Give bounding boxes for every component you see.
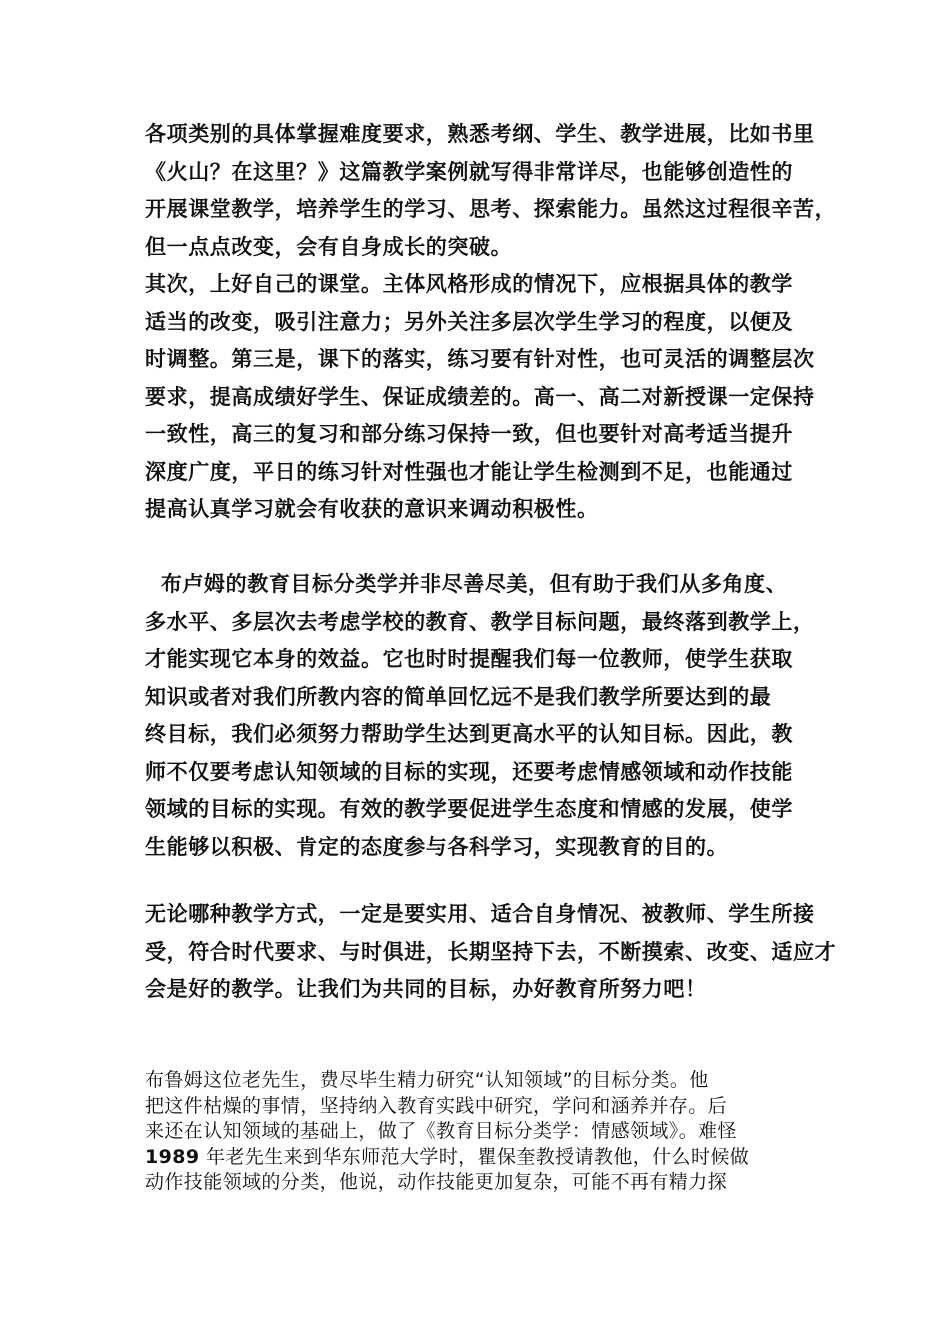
paragraph-4 xyxy=(145,896,837,1009)
paragraph-3 xyxy=(145,566,815,866)
text-line: 受，符合时代要求、与时俱进，长期坚持下去，不断摸索、改变、适应才 xyxy=(145,939,837,964)
text-line: 动作技能领域的分类，他说，动作技能更加复杂，可能不再有精力探 xyxy=(145,1171,728,1193)
text-line: 布鲁姆这位老先生，费尽毕生精力研究“认知领域”的目标分类。他 xyxy=(145,1069,709,1091)
text-line: 《火山？在这里？》这篇教学案例就写得非常详尽，也能够创造性的 xyxy=(145,159,793,184)
text-line: 多水平、多层次去考虑学校的教育、教学目标问题，最终落到教学上， xyxy=(145,609,815,634)
closing-paragraph xyxy=(145,1068,810,1196)
text-line: 无论哪种教学方式，一定是要实用、适合自身情况、被教师、学生所接 xyxy=(145,902,815,926)
text-line: 才能实现它本身的效益。它也时时提醒我们每一位教师，使学生获取 xyxy=(145,647,793,671)
text-line: 适当的改变，吸引注意力；另外关注多层次学生学习的程度，以便及 xyxy=(145,309,793,334)
year-number: 1989 xyxy=(145,1145,200,1168)
text-line: 布卢姆的教育目标分类学并非尽善尽美，但有助于我们从多角度、 xyxy=(145,572,788,596)
text-line: 把这件枯燥的事情，坚持纳入教育实践中研究，学问和涵养并存。后 xyxy=(145,1094,728,1117)
text-line: 一致性，高三的复习和部分练习保持一致，但也要针对高考适当提升 xyxy=(145,422,793,446)
text-line: 终目标，我们必须努力帮助学生达到更高水平的认知目标。因此，教 xyxy=(145,722,793,746)
text-line: 生能够以积极、肯定的态度参与各科学习，实现教育的目的。 xyxy=(145,834,729,859)
text-line: 时调整。第三是，课下的落实，练习要有针对性，也可灵活的调整层次 xyxy=(145,347,815,371)
text-line: 其次，上好自己的课堂。主体风格形成的情况下，应根据具体的教学 xyxy=(145,272,793,296)
text-line: 会是好的教学。让我们为共同的目标，办好教育所努力吧！ xyxy=(145,977,707,1001)
text-line: 领域的目标的实现。有效的教学要促进学生态度和情感的发展，使学 xyxy=(145,797,793,821)
paragraph-2 xyxy=(145,266,815,529)
text-line: 提高认真学习就会有收获的意识来调动积极性。 xyxy=(145,497,599,521)
text-line: 知识或者对我们所教内容的简单回忆远不是我们教学所要达到的最 xyxy=(145,684,772,709)
paragraph-1 xyxy=(145,116,837,266)
text-fragment: 年老先生来到华东师范大学时，瞿保奎教授请教他，什么时候做 xyxy=(205,1145,750,1168)
text-line: 各项类别的具体掌握难度要求，熟悉考纲、学生、教学进展，比如书里 xyxy=(145,122,815,146)
text-line: 但一点点改变，会有自身成长的突破。 xyxy=(145,234,513,259)
text-line: 开展课堂教学，培养学生的学习、思考、探索能力。虽然这过程很辛苦， xyxy=(145,197,837,221)
text-line: 要求，提高成绩好学生、保证成绩差的。高一、高二对新授课一定保持 xyxy=(145,384,815,409)
text-line xyxy=(145,1145,810,1171)
text-line: 来还在认知领域的基础上，做了《教育目标分类学：情感领域》。难怪 xyxy=(145,1120,737,1142)
text-line: 师不仅要考虑认知领域的目标的实现，还要考虑情感领域和动作技能 xyxy=(145,759,793,784)
text-line: 深度广度，平日的练习针对性强也才能让学生检测到不足，也能通过 xyxy=(145,459,793,484)
